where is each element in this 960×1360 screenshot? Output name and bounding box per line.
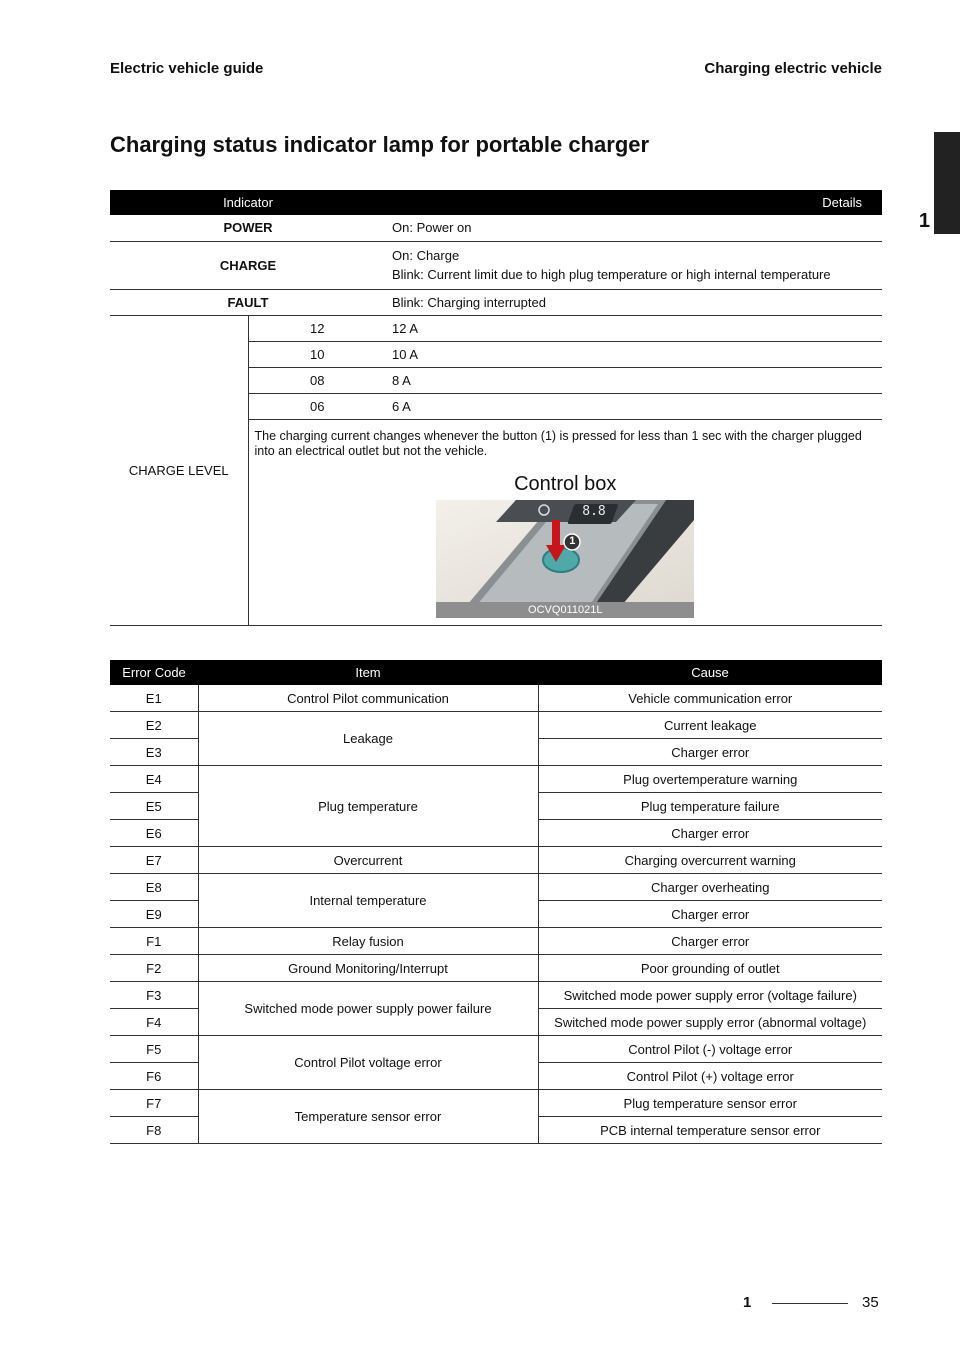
error-code: F6 xyxy=(110,1063,198,1090)
error-code: E1 xyxy=(110,685,198,712)
error-code: E3 xyxy=(110,739,198,766)
error-item: Overcurrent xyxy=(198,847,538,874)
indicator-name: POWER xyxy=(110,215,386,241)
page-title: Charging status indicator lamp for portable charger xyxy=(110,132,650,157)
running-header-right: Charging electric vehicle xyxy=(704,60,882,77)
error-code: F4 xyxy=(110,1009,198,1036)
error-row xyxy=(110,847,882,874)
display-readout: 8.8 xyxy=(582,503,606,519)
error-code: F1 xyxy=(110,928,198,955)
error-code: E2 xyxy=(110,712,198,739)
error-row xyxy=(110,982,882,1009)
error-item: Control Pilot communication xyxy=(198,685,538,712)
error-code: E8 xyxy=(110,874,198,901)
error-item: Plug temperature xyxy=(198,766,538,847)
error-item: Internal temperature xyxy=(198,874,538,928)
error-item: Temperature sensor error xyxy=(198,1090,538,1144)
error-cause: Vehicle communication error xyxy=(538,685,882,712)
error-cause: Current leakage xyxy=(538,712,882,739)
error-code-column-header: Error Code xyxy=(110,660,198,685)
indicator-details: Blink: Charging interrupted xyxy=(386,289,882,315)
error-code: E6 xyxy=(110,820,198,847)
error-item: Ground Monitoring/Interrupt xyxy=(198,955,538,982)
error-cause: Charger error xyxy=(538,928,882,955)
chapter-tab-number: 1 xyxy=(918,210,930,232)
indicator-row-fault xyxy=(110,289,882,315)
error-row xyxy=(110,712,882,739)
indicator-detail-line: On: Charge xyxy=(392,248,460,263)
error-code: E4 xyxy=(110,766,198,793)
charge-level-value: 8 A xyxy=(386,367,882,393)
running-header-left: Electric vehicle guide xyxy=(110,60,264,77)
item-column-header: Item xyxy=(198,660,538,685)
error-cause: Charger overheating xyxy=(538,874,882,901)
error-table-header xyxy=(110,660,882,685)
error-row xyxy=(110,928,882,955)
error-item: Leakage xyxy=(198,712,538,766)
error-code: E7 xyxy=(110,847,198,874)
error-cause: Charger error xyxy=(538,901,882,928)
figure-caption: OCVQ011021L xyxy=(436,602,694,618)
error-row xyxy=(110,685,882,712)
error-code: E9 xyxy=(110,901,198,928)
cause-column-header: Cause xyxy=(538,660,882,685)
charge-level-value: 6 A xyxy=(386,393,882,419)
indicator-table xyxy=(110,190,882,626)
indicator-row-charge xyxy=(110,241,882,289)
error-code: F3 xyxy=(110,982,198,1009)
error-code: F8 xyxy=(110,1117,198,1144)
error-cause: Poor grounding of outlet xyxy=(538,955,882,982)
charge-level-value: 10 A xyxy=(386,341,882,367)
indicator-details: On: Power on xyxy=(386,215,882,241)
chapter-tab xyxy=(934,132,960,234)
indicator-table-header xyxy=(110,190,882,215)
charge-level-code: 08 xyxy=(248,367,386,393)
error-cause: Control Pilot (-) voltage error xyxy=(538,1036,882,1063)
error-row xyxy=(110,1036,882,1063)
charge-level-code: 06 xyxy=(248,393,386,419)
error-item: Switched mode power supply power failure xyxy=(198,982,538,1036)
error-cause: Plug temperature sensor error xyxy=(538,1090,882,1117)
indicator-column-header: Indicator xyxy=(110,190,386,215)
error-cause: Charger error xyxy=(538,739,882,766)
charge-level-value: 12 A xyxy=(386,315,882,341)
details-column-header: Details xyxy=(386,190,882,215)
charge-level-note: The charging current changes whenever the button (1) is pressed for less than 1 sec with the charger plugged into an electrical outlet but not the vehicle. xyxy=(254,428,862,458)
control-box-drawing xyxy=(436,500,694,618)
error-item: Relay fusion xyxy=(198,928,538,955)
error-item: Control Pilot voltage error xyxy=(198,1036,538,1090)
error-cause: Plug overtemperature warning xyxy=(538,766,882,793)
footer-chapter-number: 1 xyxy=(743,1294,752,1311)
charge-level-label: CHARGE LEVEL xyxy=(110,315,248,625)
charge-level-note-cell xyxy=(248,419,882,625)
error-row xyxy=(110,1090,882,1117)
error-cause: Switched mode power supply error (voltage failure) xyxy=(538,982,882,1009)
error-table-body xyxy=(110,685,882,1144)
error-cause: Switched mode power supply error (abnormal voltage) xyxy=(538,1009,882,1036)
indicator-name: CHARGE xyxy=(110,241,386,289)
page-number: 35 xyxy=(862,1294,879,1311)
figure-title: Control box xyxy=(514,472,617,495)
indicator-name: FAULT xyxy=(110,289,386,315)
indicator-details xyxy=(386,241,882,289)
error-row xyxy=(110,874,882,901)
charge-level-code: 10 xyxy=(248,341,386,367)
error-cause: Charger error xyxy=(538,820,882,847)
error-code: F5 xyxy=(110,1036,198,1063)
indicator-detail-line: Blink: Current limit due to high plug temperature or high internal temperature xyxy=(392,267,831,282)
error-row xyxy=(110,955,882,982)
error-row xyxy=(110,766,882,793)
error-code: F7 xyxy=(110,1090,198,1117)
error-cause: Control Pilot (+) voltage error xyxy=(538,1063,882,1090)
callout-number: 1 xyxy=(569,534,576,547)
error-code-table xyxy=(110,660,882,1144)
error-cause: Charging overcurrent warning xyxy=(538,847,882,874)
control-box-illustration xyxy=(436,500,694,618)
error-code: F2 xyxy=(110,955,198,982)
charge-level-code: 12 xyxy=(248,315,386,341)
error-code: E5 xyxy=(110,793,198,820)
indicator-row-power xyxy=(110,215,882,241)
error-cause: PCB internal temperature sensor error xyxy=(538,1117,882,1144)
error-cause: Plug temperature failure xyxy=(538,793,882,820)
charge-level-row xyxy=(110,315,882,341)
footer-divider xyxy=(772,1303,848,1304)
